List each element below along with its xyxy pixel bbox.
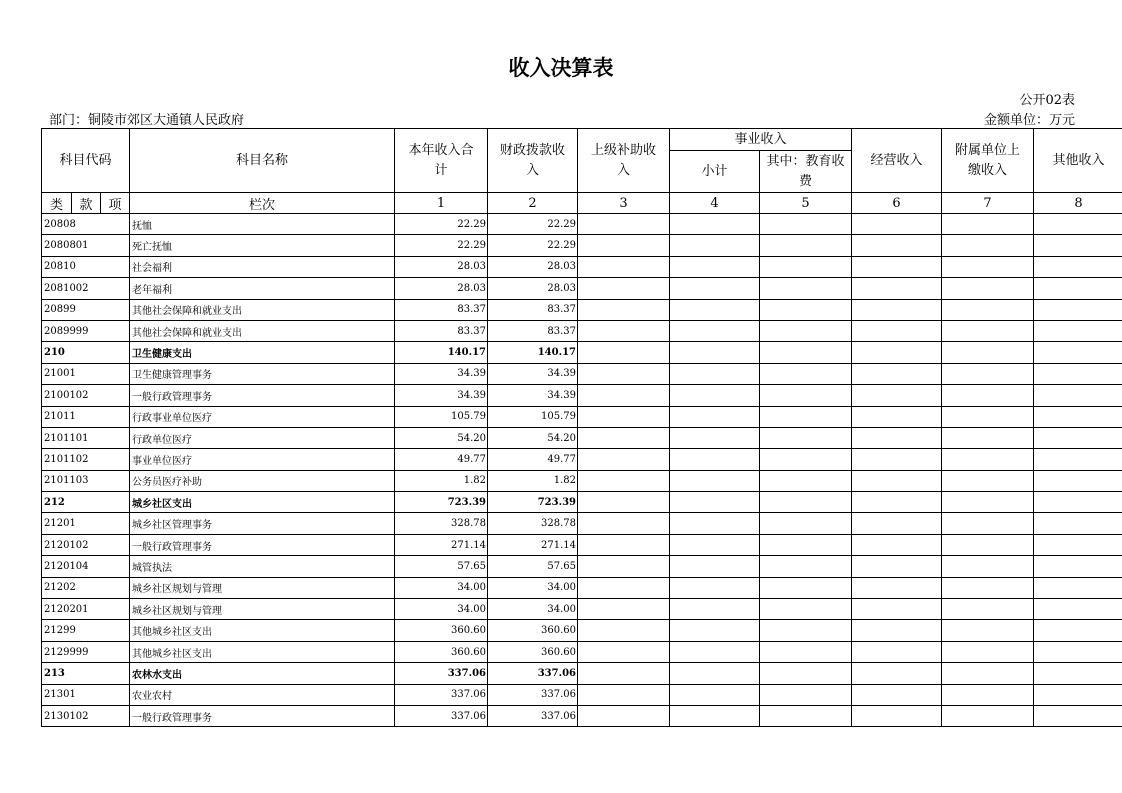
cell-total: 105.79 (395, 406, 488, 427)
cell-operating (852, 470, 942, 491)
table-row (42, 214, 1122, 235)
cell-superior (578, 620, 670, 641)
table-row (42, 705, 1122, 726)
cell-code: 2100102 (42, 385, 130, 406)
cell-subtotal (670, 256, 760, 277)
cell-superior (578, 385, 670, 406)
table-row (42, 470, 1122, 491)
cell-education (760, 556, 852, 577)
cell-operating (852, 363, 942, 384)
cell-superior (578, 705, 670, 726)
cell-total: 57.65 (395, 556, 488, 577)
cell-subtotal (670, 492, 760, 513)
cell-affiliated (942, 684, 1034, 705)
cell-affiliated (942, 406, 1034, 427)
table-row (42, 256, 1122, 277)
cell-education (760, 427, 852, 448)
cell-fiscal: 83.37 (488, 320, 578, 341)
cell-affiliated (942, 320, 1034, 341)
cell-affiliated (942, 492, 1034, 513)
header-superior: 上级补助收入 (578, 129, 670, 193)
table-row (42, 363, 1122, 384)
cell-affiliated (942, 235, 1034, 256)
cell-code: 20808 (42, 214, 130, 235)
cell-total: 337.06 (395, 684, 488, 705)
cell-education (760, 214, 852, 235)
table-row (42, 235, 1122, 256)
cell-affiliated (942, 278, 1034, 299)
cell-other (1034, 620, 1122, 641)
cell-other (1034, 641, 1122, 662)
lanci-col: 3 (578, 193, 670, 214)
cell-superior (578, 556, 670, 577)
cell-subtotal (670, 641, 760, 662)
cell-subtotal (670, 385, 760, 406)
cell-subtotal (670, 534, 760, 555)
lanci-col: 2 (488, 193, 578, 214)
cell-fiscal: 140.17 (488, 342, 578, 363)
cell-name: 城管执法 (130, 556, 395, 577)
cell-other (1034, 320, 1122, 341)
cell-fiscal: 723.39 (488, 492, 578, 513)
cell-subtotal (670, 620, 760, 641)
table-row (42, 620, 1122, 641)
cell-total: 22.29 (395, 235, 488, 256)
table-row (42, 385, 1122, 406)
cell-superior (578, 427, 670, 448)
table-row (42, 406, 1122, 427)
cell-subtotal (670, 278, 760, 299)
cell-other (1034, 278, 1122, 299)
cell-name: 社会福利 (130, 256, 395, 277)
cell-affiliated (942, 534, 1034, 555)
cell-name: 其他社会保障和就业支出 (130, 320, 395, 341)
lanci-col: 4 (670, 193, 760, 214)
cell-superior (578, 363, 670, 384)
cell-total: 337.06 (395, 663, 488, 684)
cell-subtotal (670, 599, 760, 620)
cell-code: 2101101 (42, 427, 130, 448)
cell-operating (852, 641, 942, 662)
cell-code: 2080801 (42, 235, 130, 256)
cell-subtotal (670, 705, 760, 726)
cell-operating (852, 705, 942, 726)
cell-subtotal (670, 577, 760, 598)
cell-fiscal: 337.06 (488, 705, 578, 726)
cell-operating (852, 663, 942, 684)
cell-total: 49.77 (395, 449, 488, 470)
header-code: 科目代码 (42, 129, 130, 193)
cell-subtotal (670, 214, 760, 235)
cell-education (760, 299, 852, 320)
header-total: 本年收入合计 (395, 129, 488, 193)
cell-subtotal (670, 470, 760, 491)
cell-code: 2120104 (42, 556, 130, 577)
cell-other (1034, 235, 1122, 256)
cell-fiscal: 22.29 (488, 235, 578, 256)
cell-code: 21202 (42, 577, 130, 598)
cell-superior (578, 663, 670, 684)
cell-operating (852, 406, 942, 427)
cell-affiliated (942, 663, 1034, 684)
cell-other (1034, 299, 1122, 320)
cell-operating (852, 256, 942, 277)
cell-fiscal: 337.06 (488, 663, 578, 684)
department-label: 部门：铜陵市郊区大通镇人民政府 (49, 113, 245, 128)
cell-total: 34.39 (395, 385, 488, 406)
cell-name: 卫生健康管理事务 (130, 363, 395, 384)
cell-operating (852, 427, 942, 448)
cell-superior (578, 449, 670, 470)
cell-operating (852, 449, 942, 470)
cell-operating (852, 556, 942, 577)
cell-total: 360.60 (395, 620, 488, 641)
amount-unit-label: 金额单位：万元 (983, 113, 1075, 128)
cell-fiscal: 49.77 (488, 449, 578, 470)
cell-fiscal: 34.00 (488, 599, 578, 620)
table-row (42, 556, 1122, 577)
cell-name: 公务员医疗补助 (130, 470, 395, 491)
cell-operating (852, 214, 942, 235)
cell-code: 21201 (42, 513, 130, 534)
cell-other (1034, 256, 1122, 277)
cell-operating (852, 534, 942, 555)
cell-superior (578, 534, 670, 555)
cell-total: 140.17 (395, 342, 488, 363)
table-row (42, 299, 1122, 320)
cell-subtotal (670, 449, 760, 470)
cell-subtotal (670, 556, 760, 577)
cell-education (760, 278, 852, 299)
cell-name: 卫生健康支出 (130, 342, 395, 363)
cell-name: 其他城乡社区支出 (130, 620, 395, 641)
cell-total: 83.37 (395, 320, 488, 341)
table-row (42, 449, 1122, 470)
cell-total: 34.00 (395, 599, 488, 620)
cell-subtotal (670, 235, 760, 256)
cell-code: 2081002 (42, 278, 130, 299)
cell-affiliated (942, 299, 1034, 320)
cell-name: 一般行政管理事务 (130, 534, 395, 555)
cell-other (1034, 705, 1122, 726)
cell-education (760, 235, 852, 256)
cell-fiscal: 28.03 (488, 278, 578, 299)
cell-operating (852, 320, 942, 341)
cell-subtotal (670, 684, 760, 705)
cell-subtotal (670, 299, 760, 320)
cell-fiscal: 105.79 (488, 406, 578, 427)
cell-name: 一般行政管理事务 (130, 705, 395, 726)
cell-superior (578, 599, 670, 620)
header-education: 其中：教育收费 (760, 151, 852, 193)
cell-total: 83.37 (395, 299, 488, 320)
header-affiliated: 附属单位上缴收入 (942, 129, 1034, 193)
cell-affiliated (942, 705, 1034, 726)
cell-operating (852, 385, 942, 406)
cell-code: 2101102 (42, 449, 130, 470)
cell-code: 2120102 (42, 534, 130, 555)
cell-name: 一般行政管理事务 (130, 385, 395, 406)
lanci-col: 7 (942, 193, 1034, 214)
cell-code: 2089999 (42, 320, 130, 341)
lanci-col: 8 (1034, 193, 1122, 214)
cell-other (1034, 663, 1122, 684)
cell-superior (578, 406, 670, 427)
table-row (42, 534, 1122, 555)
cell-education (760, 363, 852, 384)
cell-affiliated (942, 214, 1034, 235)
cell-fiscal: 34.39 (488, 385, 578, 406)
cell-fiscal: 1.82 (488, 470, 578, 491)
cell-name: 城乡社区规划与管理 (130, 577, 395, 598)
cell-superior (578, 641, 670, 662)
cell-superior (578, 278, 670, 299)
cell-code: 20899 (42, 299, 130, 320)
cell-name: 其他城乡社区支出 (130, 641, 395, 662)
cell-name: 老年福利 (130, 278, 395, 299)
cell-education (760, 705, 852, 726)
cell-affiliated (942, 385, 1034, 406)
cell-name: 死亡抚恤 (130, 235, 395, 256)
cell-superior (578, 299, 670, 320)
cell-other (1034, 513, 1122, 534)
cell-fiscal: 83.37 (488, 299, 578, 320)
page-title: 收入决算表 (508, 56, 614, 80)
cell-code: 212 (42, 492, 130, 513)
cell-superior (578, 320, 670, 341)
cell-code: 20810 (42, 256, 130, 277)
header-subtotal: 小计 (670, 151, 760, 193)
cell-operating (852, 513, 942, 534)
cell-name: 行政事业单位医疗 (130, 406, 395, 427)
cell-name: 城乡社区管理事务 (130, 513, 395, 534)
cell-subtotal (670, 513, 760, 534)
cell-superior (578, 256, 670, 277)
cell-total: 360.60 (395, 641, 488, 662)
cell-fiscal: 34.39 (488, 363, 578, 384)
cell-superior (578, 342, 670, 363)
cell-total: 34.00 (395, 577, 488, 598)
cell-affiliated (942, 427, 1034, 448)
cell-name: 城乡社区支出 (130, 492, 395, 513)
cell-total: 328.78 (395, 513, 488, 534)
cell-other (1034, 470, 1122, 491)
header-operating: 经营收入 (852, 129, 942, 193)
cell-name: 农林水支出 (130, 663, 395, 684)
lanci-col: 6 (852, 193, 942, 214)
cell-subtotal (670, 342, 760, 363)
cell-total: 22.29 (395, 214, 488, 235)
cell-subtotal (670, 406, 760, 427)
cell-code: 21299 (42, 620, 130, 641)
cell-education (760, 641, 852, 662)
table-row (42, 641, 1122, 662)
cell-name: 行政单位医疗 (130, 427, 395, 448)
cell-code: 2130102 (42, 705, 130, 726)
cell-fiscal: 360.60 (488, 641, 578, 662)
table-row (42, 427, 1122, 448)
table-row (42, 278, 1122, 299)
cell-education (760, 256, 852, 277)
table-row (42, 492, 1122, 513)
cell-education (760, 684, 852, 705)
header-fiscal: 财政拨款收入 (488, 129, 578, 193)
cell-total: 28.03 (395, 278, 488, 299)
cell-subtotal (670, 363, 760, 384)
cell-fiscal: 271.14 (488, 534, 578, 555)
cell-superior (578, 577, 670, 598)
cell-education (760, 599, 852, 620)
cell-other (1034, 556, 1122, 577)
cell-affiliated (942, 513, 1034, 534)
cell-fiscal: 328.78 (488, 513, 578, 534)
cell-fiscal: 337.06 (488, 684, 578, 705)
header-name: 科目名称 (130, 129, 395, 193)
lanci-label: 栏次 (130, 193, 395, 214)
cell-education (760, 342, 852, 363)
cell-total: 34.39 (395, 363, 488, 384)
cell-superior (578, 684, 670, 705)
cell-fiscal: 57.65 (488, 556, 578, 577)
cell-other (1034, 449, 1122, 470)
cell-affiliated (942, 641, 1034, 662)
header-business: 事业收入 (670, 129, 852, 151)
cell-code: 21001 (42, 363, 130, 384)
cell-name: 农业农村 (130, 684, 395, 705)
cell-name: 抚恤 (130, 214, 395, 235)
cell-superior (578, 492, 670, 513)
cell-affiliated (942, 470, 1034, 491)
cell-fiscal: 360.60 (488, 620, 578, 641)
cell-name: 其他社会保障和就业支出 (130, 299, 395, 320)
cell-affiliated (942, 556, 1034, 577)
lanci-lei: 类 (42, 193, 72, 214)
cell-operating (852, 684, 942, 705)
form-number: 公开02表 (1019, 93, 1075, 108)
cell-other (1034, 427, 1122, 448)
lanci-xiang: 项 (101, 193, 130, 214)
cell-code: 21011 (42, 406, 130, 427)
cell-code: 2120201 (42, 599, 130, 620)
cell-affiliated (942, 577, 1034, 598)
cell-education (760, 492, 852, 513)
cell-other (1034, 492, 1122, 513)
table-row (42, 320, 1122, 341)
table-row (42, 663, 1122, 684)
cell-other (1034, 214, 1122, 235)
cell-total: 28.03 (395, 256, 488, 277)
cell-affiliated (942, 256, 1034, 277)
table-row (42, 342, 1122, 363)
cell-other (1034, 599, 1122, 620)
cell-operating (852, 577, 942, 598)
cell-subtotal (670, 663, 760, 684)
cell-education (760, 663, 852, 684)
cell-affiliated (942, 449, 1034, 470)
cell-education (760, 385, 852, 406)
cell-education (760, 620, 852, 641)
cell-affiliated (942, 363, 1034, 384)
cell-total: 1.82 (395, 470, 488, 491)
cell-subtotal (670, 427, 760, 448)
cell-education (760, 406, 852, 427)
cell-education (760, 577, 852, 598)
cell-operating (852, 342, 942, 363)
cell-total: 723.39 (395, 492, 488, 513)
cell-education (760, 449, 852, 470)
lanci-col: 1 (395, 193, 488, 214)
cell-operating (852, 278, 942, 299)
cell-operating (852, 620, 942, 641)
table-row (42, 599, 1122, 620)
cell-superior (578, 470, 670, 491)
cell-fiscal: 34.00 (488, 577, 578, 598)
lanci-col: 5 (760, 193, 852, 214)
cell-other (1034, 406, 1122, 427)
cell-code: 2101103 (42, 470, 130, 491)
cell-affiliated (942, 620, 1034, 641)
table-row (42, 684, 1122, 705)
cell-education (760, 470, 852, 491)
cell-other (1034, 684, 1122, 705)
cell-other (1034, 363, 1122, 384)
cell-name: 城乡社区规划与管理 (130, 599, 395, 620)
table-row (42, 513, 1122, 534)
cell-operating (852, 492, 942, 513)
cell-other (1034, 385, 1122, 406)
cell-total: 54.20 (395, 427, 488, 448)
cell-code: 21301 (42, 684, 130, 705)
cell-other (1034, 577, 1122, 598)
cell-fiscal: 28.03 (488, 256, 578, 277)
cell-code: 210 (42, 342, 130, 363)
cell-name: 事业单位医疗 (130, 449, 395, 470)
cell-operating (852, 235, 942, 256)
lanci-kuan: 款 (72, 193, 101, 214)
header-other: 其他收入 (1034, 129, 1122, 193)
cell-education (760, 320, 852, 341)
cell-superior (578, 513, 670, 534)
cell-total: 271.14 (395, 534, 488, 555)
cell-affiliated (942, 599, 1034, 620)
cell-code: 213 (42, 663, 130, 684)
table-row (42, 577, 1122, 598)
cell-total: 337.06 (395, 705, 488, 726)
cell-subtotal (670, 320, 760, 341)
cell-other (1034, 534, 1122, 555)
cell-superior (578, 214, 670, 235)
cell-education (760, 534, 852, 555)
income-table (41, 128, 1122, 727)
cell-education (760, 513, 852, 534)
cell-superior (578, 235, 670, 256)
cell-code: 2129999 (42, 641, 130, 662)
cell-operating (852, 299, 942, 320)
cell-fiscal: 22.29 (488, 214, 578, 235)
cell-affiliated (942, 342, 1034, 363)
cell-operating (852, 599, 942, 620)
cell-other (1034, 342, 1122, 363)
cell-fiscal: 54.20 (488, 427, 578, 448)
